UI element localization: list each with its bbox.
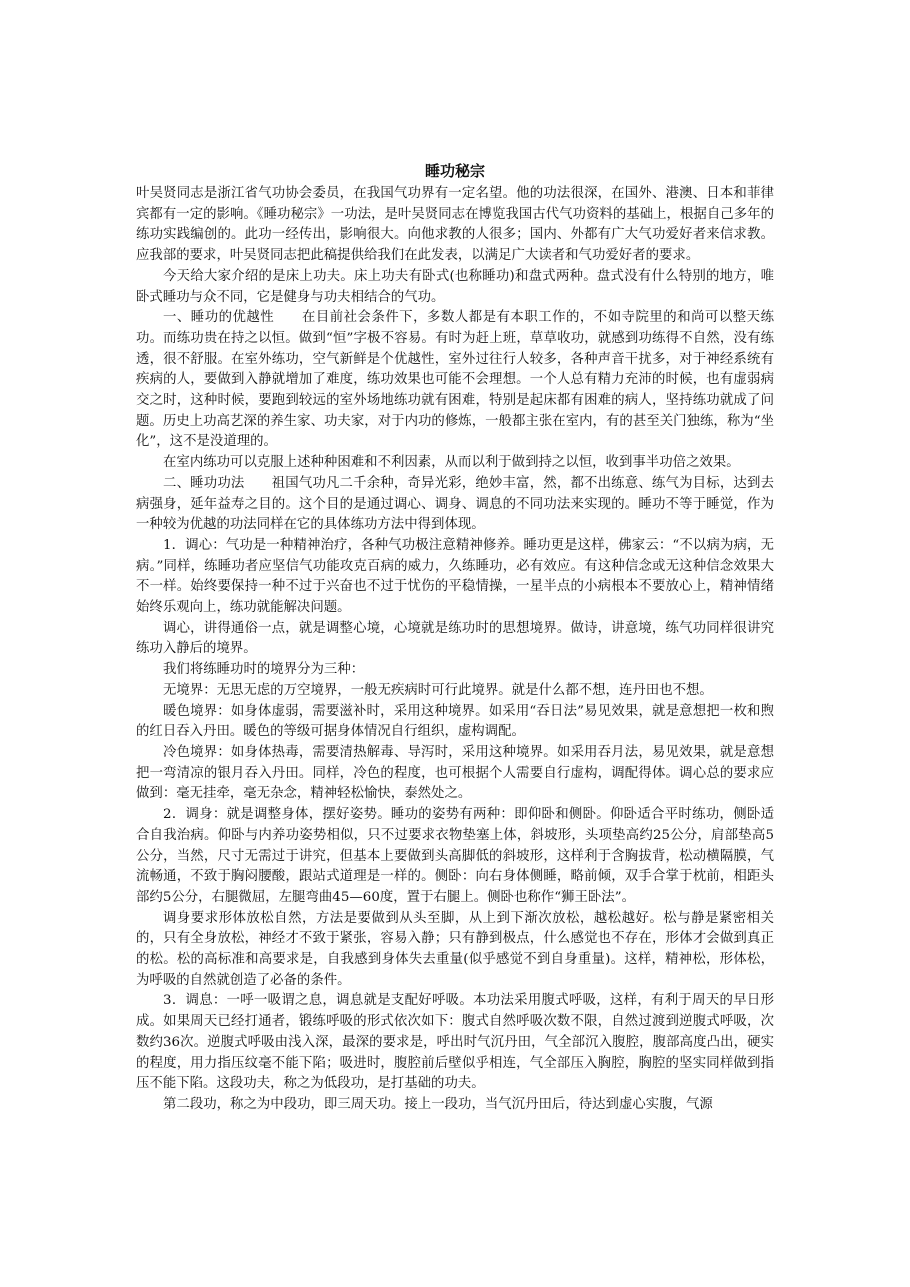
paragraph: 调身要求形体放松自然，方法是要做到从头至脚，从上到下渐次放松，越松越好。松与静是紧密相关的，只有全身放松，神经才不致于紧张，容易入静；只有静到极点，什么感觉也不存在，形体才会做到真正的松。松的高标准和高要求是，自我感到身体失去重量(似乎感觉不到自身重量)。这样，精神松，形体松，为呼吸的自然就创造了必备的条件。: [136, 910, 774, 988]
document-page: [136, 158, 774, 1116]
section-heading-paragraph: 二、睡功功法 祖国气功凡二千余种，奇异光彩，绝妙丰富，然，都不出练意、练气为目标，达到去病强身，延年益寿之目的。这个目的是通过调心、调身、调息的不同功法来实现的。睡功不等于睡觉，作为一种较为优越的功法同样在它的具体练功方法中得到体现。: [136, 475, 774, 533]
paragraph: 今天给大家介绍的是床上功夫。床上功夫有卧式(也称睡功)和盘式两种。盘式没有什么特别的地方，唯卧式睡功与众不同，它是健身与功夫相结合的气功。: [136, 268, 774, 305]
paragraph-intro: 叶吴贤同志是浙江省气功协会委员，在我国气功界有一定名望。他的功法很深，在国外、港澳、日本和菲律宾都有一定的影响。《睡功秘宗》一功法，是叶吴贤同志在博览我国古代气功资料的基础上，根据自己多年的练功实践编创的。此功一经传出，影响很大。向他求教的人很多；国内、外都有广大气功爱好者来信求教。应我部的要求，叶吴贤同志把此稿提供给我们在此发表，以满足广大读者和气功爱好者的要求。: [136, 186, 774, 264]
document-body: [136, 184, 774, 1116]
paragraph: 在室内练功可以克服上述种种困难和不利因素，从而以利于做到持之以恒，收到事半功倍之效果。: [163, 455, 740, 471]
paragraph: 3．调息：一呼一吸谓之息，调息就是支配好呼吸。本功法采用腹式呼吸，这样，有利于周天的早日形成。如果周天已经打通者，锻练呼吸的形式依次如下：腹式自然呼吸次数不限，自然过渡到逆腹式呼吸，次数约36次。逆腹式呼吸由浅入深，最深的要求是，呼出时气沉丹田，气全部沉入腹腔，腹部高度凸出，硬实的程度，用力指压纹毫不能下陷；吸进时，腹腔前后壁似乎相连，气全部压入胸腔，胸腔的坚实同样做到指压不能下陷。这段功夫，称之为低段功，是打基础的功夫。: [136, 993, 774, 1092]
paragraph: 暖色境界：如身体虚弱，需要滋补时，采用这种境界。如采用“吞日法”易见效果，就是意想把一枚和煦的红日吞入丹田。暖色的等级可据身体情况自行组织，虚构调配。: [136, 703, 774, 740]
paragraph: 无境界：无思无虑的万空境界，一般无疾病时可行此境界。就是什么都不想，连丹田也不想。: [163, 682, 713, 698]
paragraph: 我们将练睡功时的境界分为三种：: [163, 662, 365, 678]
section-heading-paragraph: 一、睡功的优越性 在目前社会条件下，多数人都是有本职工作的，不如寺院里的和尚可以整天练功。而练功贵在持之以恒。做到“恒”字极不容易。有时为赶上班，草草收功，就感到功练得不自然，没有练透，很不舒服。在室外练功，空气新鲜是个优越性，室外过往行人较多，各种声音干扰多，对于神经系统有疾病的人，要做到入静就增加了难度，练功效果也可能不会理想。一个人总有精力充沛的时候，也有虚弱病交之时，这种时候，要跑到较远的室外场地练功就有困难，特别是起床都有困难的病人，坚持练功就成了问题。历史上功高艺深的养生家、功夫家，对于内功的修炼，一般都主张在室内，有的甚至关门独练，称为“坐化”，这不是没道理的。: [136, 310, 774, 450]
paragraph: 第二段功，称之为中段功，即三周天功。接上一段功，当气沉丹田后，待达到虚心实腹，气源: [163, 1096, 713, 1112]
document-title: 睡功秘宗: [424, 162, 485, 180]
paragraph: 调心，讲得通俗一点，就是调整心境，心境就是练功时的思想境界。做诗，讲意境，练气功同样很讲究练功入静后的境界。: [136, 620, 774, 657]
paragraph: 1．调心：气功是一种精神治疗，各种气功极注意精神修养。睡功更是这样，佛家云：“不以病为病，无病。”同样，练睡功者应坚信气功能攻克百病的威力，久练睡功，必有效应。有这种信念或无这种信念效果大不一样。始终要保持一种不过于兴奋也不过于忧伤的平稳情操，一星半点的小病根本不要放心上，精神情绪始终乐观向上，练功就能解决问题。: [136, 537, 774, 616]
paragraph: 2．调身：就是调整身体，摆好姿势。睡功的姿势有两种：即仰卧和侧卧。仰卧适合平时练功，侧卧适合自我治病。仰卧与内养功姿势相似，只不过要求衣物垫塞上体，斜坡形，头项垫高约25公分，肩部垫高5公分，当然，尺寸无需过于讲究，但基本上要做到头高脚低的斜坡形，这样利于含胸拔背，松动横隔膜，气流畅通，不致于胸闷腰酸，跟站式道理是一样的。侧卧：向右身体侧睡，略前倾，双手合掌于枕前，相距头部约5公分，右腿微屈，左腿弯曲45—60度，置于右腿上。侧卧也称作“狮王卧法”。: [136, 807, 774, 905]
paragraph: 冷色境界：如身体热毒，需要清热解毒、导泻时，采用这种境界。如采用吞月法，易见效果，就是意想把一弯清凉的银月吞入丹田。同样，冷色的程度，也可根据个人需要自行虚构，调配得体。调心总的要求应做到：毫无挂牵，毫无杂念，精神轻松愉快，泰然处之。: [136, 744, 774, 802]
